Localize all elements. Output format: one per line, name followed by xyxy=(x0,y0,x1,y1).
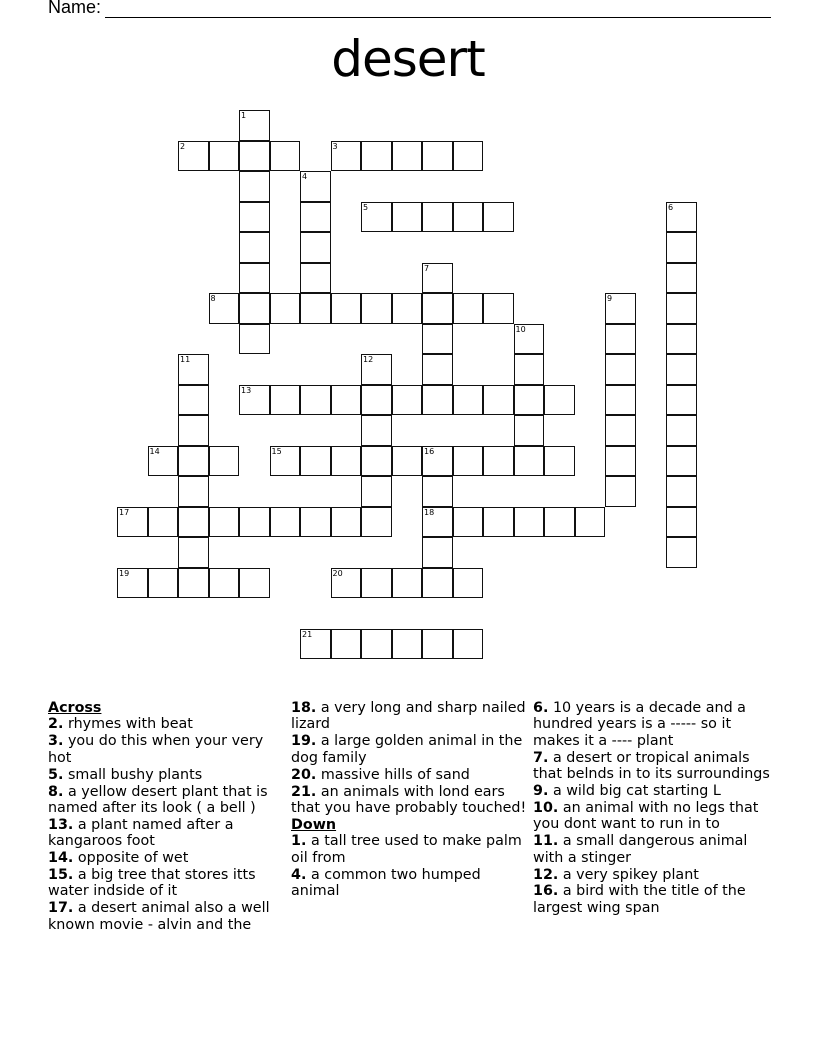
crossword-cell[interactable] xyxy=(453,629,484,660)
crossword-cell[interactable] xyxy=(422,354,453,385)
cell-number: 9 xyxy=(607,294,613,303)
clue-across-5: 5. small bushy plants xyxy=(48,766,203,783)
crossword-cell[interactable] xyxy=(239,568,270,599)
clue-down-10: 10. an animal with no legs that you dont want to run in to xyxy=(533,799,759,833)
clue-down-6: 6. 10 years is a decade and a hundred years is a ----- so it makes it a ---- plant xyxy=(533,700,746,749)
crossword-cell[interactable] xyxy=(331,446,362,477)
crossword-cell[interactable] xyxy=(666,415,697,446)
puzzle-title: desert xyxy=(331,30,485,88)
clue-across-2: 2. rhymes with beat xyxy=(48,716,193,733)
crossword-cell[interactable] xyxy=(239,385,270,416)
crossword-cell[interactable] xyxy=(209,568,240,599)
crossword-cell[interactable] xyxy=(666,507,697,538)
cell-number: 13 xyxy=(241,385,252,395)
cell-number: 4 xyxy=(302,172,308,181)
crossword-cell[interactable] xyxy=(148,507,179,538)
crossword-cell[interactable] xyxy=(270,293,301,324)
crossword-cell[interactable] xyxy=(422,263,453,294)
crossword-cell[interactable] xyxy=(270,507,301,538)
crossword-cell[interactable] xyxy=(514,415,545,446)
crossword-cell[interactable] xyxy=(300,507,331,538)
crossword-cell[interactable] xyxy=(239,232,270,263)
crossword-cell[interactable] xyxy=(178,385,209,416)
cell-number: 8 xyxy=(210,294,216,303)
crossword-cell[interactable] xyxy=(300,446,331,477)
crossword-cell[interactable] xyxy=(178,507,209,538)
cell-number: 19 xyxy=(119,568,130,578)
crossword-cell[interactable] xyxy=(331,141,362,172)
crossword-cell[interactable] xyxy=(514,324,545,355)
crossword-cell[interactable] xyxy=(392,385,423,416)
clue-across-17: 17. a desert animal also a well known movie - alvin and the xyxy=(48,900,270,933)
crossword-cell[interactable] xyxy=(361,202,392,233)
name-label: Name: xyxy=(48,0,102,17)
crossword-cell[interactable] xyxy=(666,263,697,294)
crossword-cell[interactable] xyxy=(605,476,636,507)
crossword-cell[interactable] xyxy=(453,507,484,538)
crossword-cell[interactable] xyxy=(178,476,209,507)
crossword-cell[interactable] xyxy=(605,354,636,385)
crossword-cell[interactable] xyxy=(392,293,423,324)
crossword-cell[interactable] xyxy=(422,629,453,660)
clues-column-1 xyxy=(48,700,288,934)
crossword-cell[interactable] xyxy=(392,202,423,233)
crossword-cell[interactable] xyxy=(361,476,392,507)
crossword-cell[interactable] xyxy=(178,354,209,385)
cell-number: 5 xyxy=(363,202,369,212)
cell-number: 2 xyxy=(180,141,186,151)
crossword-cell[interactable] xyxy=(666,385,697,416)
crossword-cell[interactable] xyxy=(575,507,606,538)
crossword-cell[interactable] xyxy=(666,232,697,263)
clue-down-9: 9. a wild big cat starting L xyxy=(533,783,721,800)
crossword-cell[interactable] xyxy=(300,171,331,202)
cell-number: 15 xyxy=(271,446,282,456)
crossword-cell[interactable] xyxy=(239,293,270,324)
crossword-cell[interactable] xyxy=(422,476,453,507)
cell-number: 6 xyxy=(668,202,674,212)
clue-down-7: 7. a desert or tropical animals that belnds in to its surroundings xyxy=(533,749,770,783)
crossword-cell[interactable] xyxy=(544,446,575,477)
crossword-cell[interactable] xyxy=(605,415,636,446)
crossword-cell[interactable] xyxy=(239,263,270,294)
crossword-cell[interactable] xyxy=(239,507,270,538)
crossword-cell[interactable] xyxy=(392,568,423,599)
clue-down-11: 11. a small dangerous animal with a stinger xyxy=(533,833,748,866)
crossword-cell[interactable] xyxy=(148,446,179,477)
crossword-cell[interactable] xyxy=(666,293,697,324)
clue-across-3: 3. you do this when your very hot xyxy=(48,733,264,766)
crossword-cell[interactable] xyxy=(392,141,423,172)
cell-number: 12 xyxy=(363,355,374,364)
crossword-cell[interactable] xyxy=(270,385,301,416)
crossword-cell[interactable] xyxy=(453,202,484,233)
clues-column-3 xyxy=(533,700,773,917)
crossword-cell[interactable] xyxy=(605,385,636,416)
crossword-cell[interactable] xyxy=(270,446,301,477)
crossword-cell[interactable] xyxy=(361,354,392,385)
crossword-cell[interactable] xyxy=(209,141,240,172)
clue-down-1: 1. a tall tree used to make palm oil from xyxy=(291,833,522,866)
crossword-cell[interactable] xyxy=(300,202,331,233)
crossword-cell[interactable] xyxy=(178,537,209,568)
crossword-cell[interactable] xyxy=(514,446,545,477)
cell-number: 14 xyxy=(149,446,160,456)
cell-number: 7 xyxy=(424,263,430,273)
clue-across-13: 13. a plant named after a kangaroos foot xyxy=(48,816,234,850)
clue-down-16: 16. a bird with the title of the largest wing span xyxy=(533,883,746,916)
crossword-cell[interactable] xyxy=(178,568,209,599)
cell-number: 16 xyxy=(424,446,435,456)
crossword-cell[interactable] xyxy=(483,446,514,477)
crossword-cell[interactable] xyxy=(422,385,453,416)
crossword-cell[interactable] xyxy=(422,446,453,477)
crossword-cell[interactable] xyxy=(392,629,423,660)
crossword-cell[interactable] xyxy=(605,324,636,355)
crossword-cell[interactable] xyxy=(666,202,697,233)
crossword-cell[interactable] xyxy=(239,202,270,233)
crossword-cell[interactable] xyxy=(209,446,240,477)
crossword-cell[interactable] xyxy=(453,141,484,172)
crossword-cell[interactable] xyxy=(514,354,545,385)
cell-number: 20 xyxy=(332,568,343,578)
crossword-cell[interactable] xyxy=(178,415,209,446)
clue-down-12: 12. a very spikey plant xyxy=(533,866,699,883)
crossword-cell[interactable] xyxy=(453,385,484,416)
crossword-cell[interactable] xyxy=(666,476,697,507)
clue-across-14: 14. opposite of wet xyxy=(48,850,189,867)
clue-across-15: 15. a big tree that stores itts water indside of it xyxy=(48,867,256,900)
crossword-cell[interactable] xyxy=(331,293,362,324)
crossword-cell[interactable] xyxy=(605,293,636,324)
crossword-cell[interactable] xyxy=(178,446,209,477)
crossword-cell[interactable] xyxy=(514,385,545,416)
clue-across-19: 19. a large golden animal in the dog family xyxy=(291,733,523,766)
crossword-cell[interactable] xyxy=(666,537,697,568)
crossword-cell[interactable] xyxy=(331,385,362,416)
crossword-cell[interactable] xyxy=(117,568,148,599)
crossword-cell[interactable] xyxy=(422,293,453,324)
cell-number: 21 xyxy=(302,629,313,639)
crossword-cell[interactable] xyxy=(422,324,453,355)
cell-number: 18 xyxy=(424,507,435,517)
crossword-cell[interactable] xyxy=(361,629,392,660)
crossword-cell[interactable] xyxy=(422,537,453,568)
crossword-cell[interactable] xyxy=(178,141,209,172)
crossword-cell[interactable] xyxy=(331,629,362,660)
crossword-cell[interactable] xyxy=(483,202,514,233)
crossword-cell[interactable] xyxy=(422,202,453,233)
crossword-cell[interactable] xyxy=(453,568,484,599)
crossword-cell[interactable] xyxy=(300,232,331,263)
crossword-cell[interactable] xyxy=(483,507,514,538)
crossword-cell[interactable] xyxy=(361,568,392,599)
crossword-cell[interactable] xyxy=(239,141,270,172)
down-heading: Down xyxy=(291,816,337,833)
crossword-cell[interactable] xyxy=(666,324,697,355)
cell-number: 1 xyxy=(241,111,247,120)
crossword-cell[interactable] xyxy=(422,568,453,599)
crossword-cell[interactable] xyxy=(453,446,484,477)
crossword-cell[interactable] xyxy=(453,293,484,324)
crossword-cell[interactable] xyxy=(361,446,392,477)
crossword-cell[interactable] xyxy=(422,507,453,538)
crossword-cell[interactable] xyxy=(331,507,362,538)
crossword-cell[interactable] xyxy=(544,385,575,416)
crossword-cell[interactable] xyxy=(483,385,514,416)
crossword-cell[interactable] xyxy=(300,385,331,416)
clue-across-21: 21. an animals with lond ears that you have probably touched! xyxy=(291,783,527,816)
crossword-cell[interactable] xyxy=(300,263,331,294)
crossword-cell[interactable] xyxy=(270,141,301,172)
crossword-cell[interactable] xyxy=(361,141,392,172)
crossword-cell[interactable] xyxy=(666,446,697,477)
crossword-cell[interactable] xyxy=(300,293,331,324)
across-heading: Across xyxy=(48,700,102,716)
crossword-cell[interactable] xyxy=(422,141,453,172)
crossword-cell[interactable] xyxy=(483,293,514,324)
crossword-cell[interactable] xyxy=(514,507,545,538)
crossword-cell[interactable] xyxy=(605,446,636,477)
crossword-cell[interactable] xyxy=(666,354,697,385)
cell-number: 17 xyxy=(119,507,130,517)
crossword-cell[interactable] xyxy=(239,324,270,355)
clue-across-18: 18. a very long and sharp nailed lizard xyxy=(291,700,526,733)
crossword-cell[interactable] xyxy=(392,446,423,477)
crossword-cell[interactable] xyxy=(361,293,392,324)
crossword-cell[interactable] xyxy=(331,568,362,599)
crossword-cell[interactable] xyxy=(239,110,270,141)
clue-across-20: 20. massive hills of sand xyxy=(291,766,470,783)
crossword-cell[interactable] xyxy=(544,507,575,538)
crossword-cell[interactable] xyxy=(117,507,148,538)
crossword-cell[interactable] xyxy=(361,385,392,416)
clue-down-4: 4. a common two humped animal xyxy=(291,866,481,899)
cell-number: 3 xyxy=(332,141,338,151)
clue-across-8: 8. a yellow desert plant that is named after its look ( a bell ) xyxy=(48,783,268,816)
crossword-cell[interactable] xyxy=(209,507,240,538)
crossword-cell[interactable] xyxy=(361,507,392,538)
crossword-cell[interactable] xyxy=(361,415,392,446)
crossword-cell[interactable] xyxy=(300,629,331,660)
cell-number: 10 xyxy=(515,324,526,334)
crossword-cell[interactable] xyxy=(148,568,179,599)
cell-number: 11 xyxy=(180,355,191,364)
crossword-cell[interactable] xyxy=(209,293,240,324)
crossword-cell[interactable] xyxy=(239,171,270,202)
clues-column-2 xyxy=(291,700,531,900)
